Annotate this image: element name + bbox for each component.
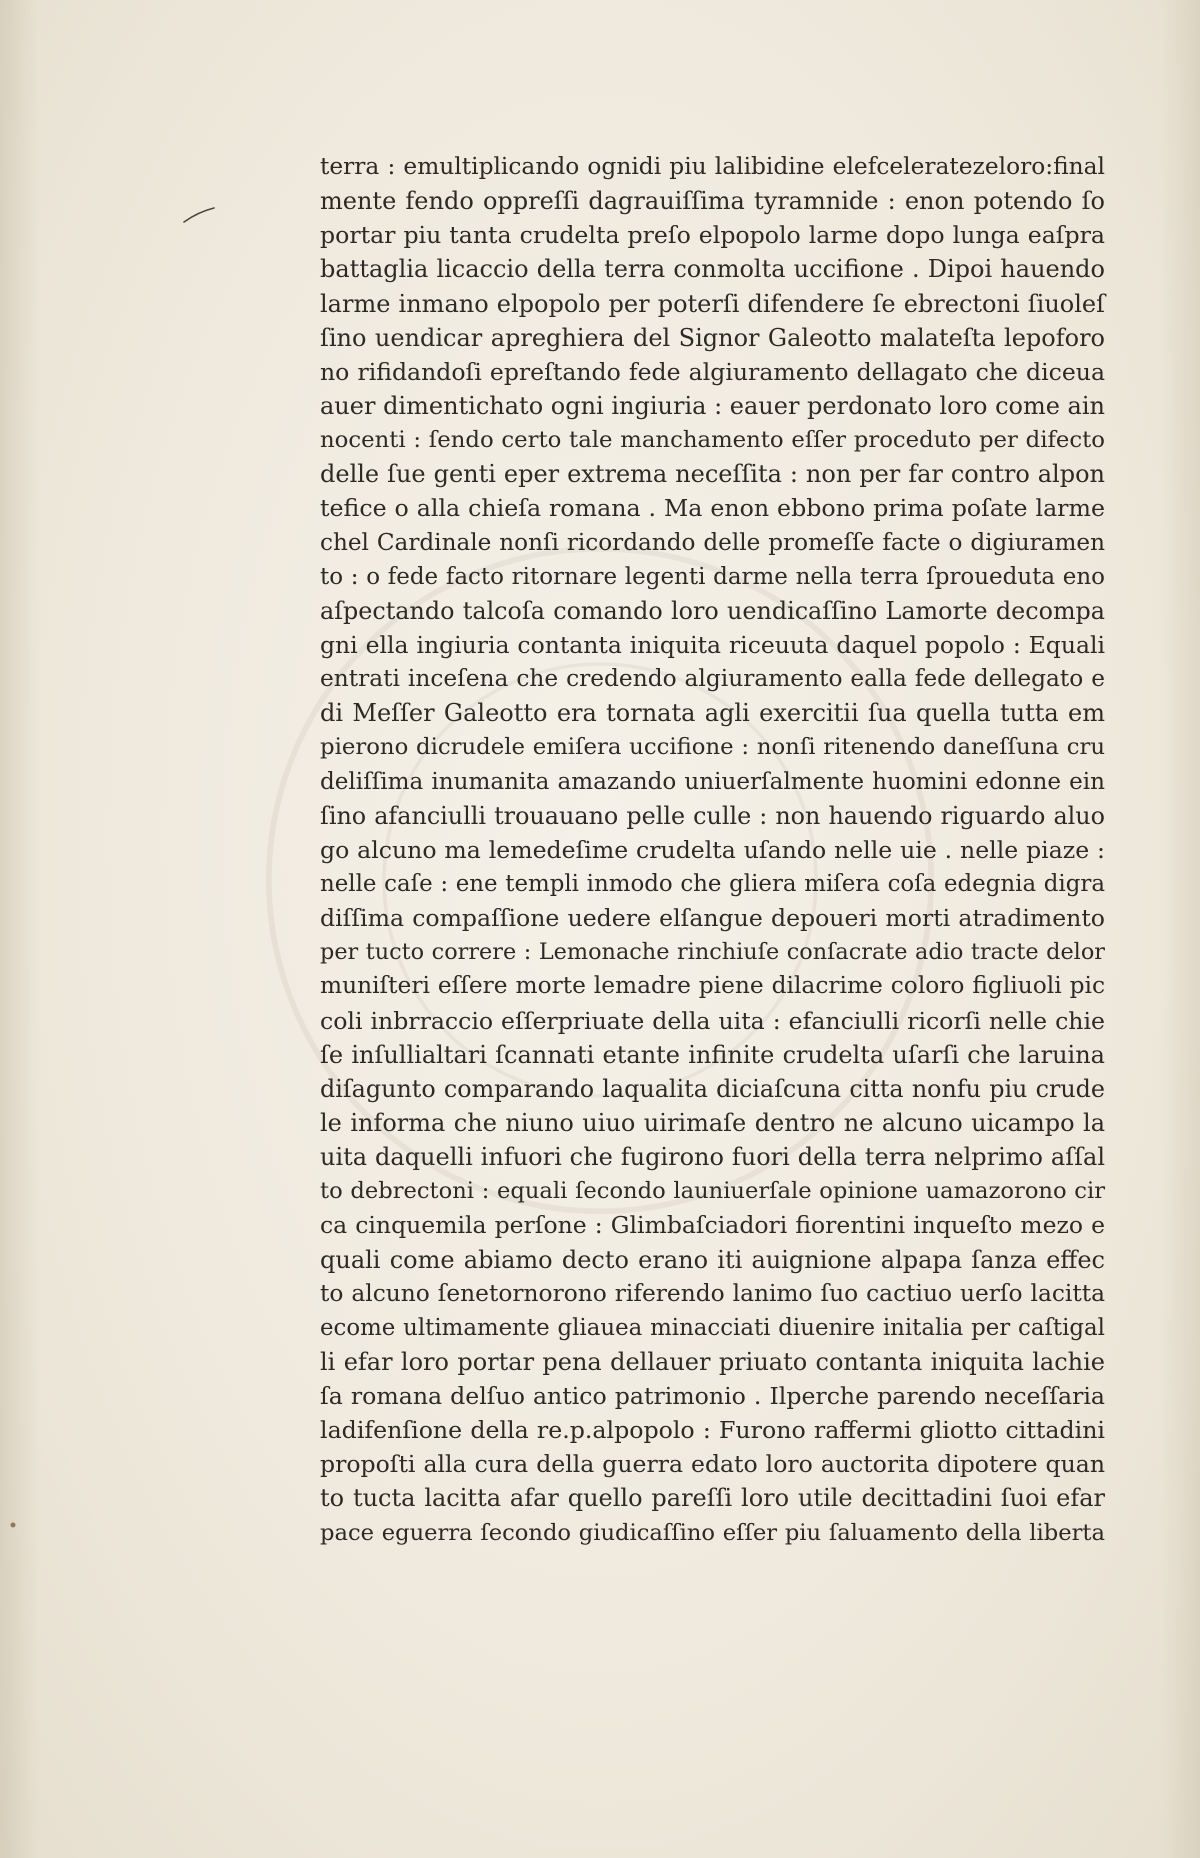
text-line: di Meſſer Galeotto era tornata agli exercitii ſua quella tutta em (320, 699, 1105, 728)
text-line: pace eguerra ſecondo giudicaſſino eſſer piu ſaluamento della liberta (320, 1519, 1105, 1546)
text-line: muniſteri eſſere morte lemadre piene dilacrime coloro figliuoli pic (320, 972, 1105, 1000)
text-line: larme inmano elpopolo per poterſi difendere ſe ebrectoni ſiuoleſ (320, 289, 1105, 318)
text-line: entrati inceſena che credendo algiuramento ealla fede dellegato e (320, 665, 1105, 693)
text-line: ecome ultimamente gliauea minacciati diuenire initalia per caſtigal (320, 1314, 1105, 1341)
text-line: deliſſima inumanita amazando uniuerſalmente huomini edonne ein (320, 768, 1105, 795)
text-line: ladifenſione della re.p.alpopolo : Furono raffermi gliotto cittadini (320, 1416, 1105, 1445)
text-line: nelle caſe : ene templi inmodo che gliera miſera coſa edegnia digra (320, 870, 1105, 897)
text-line: tefice o alla chieſa romana . Ma enon ebbono prima poſate larme (320, 494, 1105, 523)
text-line: ſino afanciulli trouauano pelle culle : non hauendo riguardo aluo (320, 801, 1105, 830)
text-line: go alcuno ma lemedeſime crudelta uſando nelle uie . nelle piaze : (320, 835, 1105, 864)
text-line: coli inbrraccio eſſerpriuate della uita : efanciulli ricorſi nelle chie (320, 1006, 1105, 1035)
text-line: mente fendo oppreſſi dagrauiſſima tyramnide : enon potendo ſo (320, 187, 1105, 216)
text-line: auer dimentichato ogni ingiuria : eauer perdonato loro come ain (320, 391, 1105, 420)
text-line: li efar loro portar pena dellauer priuato contanta iniquita lachie (320, 1347, 1105, 1376)
text-line: chel Cardinale nonſi ricordando delle promeſſe facte o digiuramen (320, 529, 1105, 556)
text-line: to alcuno ſenetornorono riferendo lanimo ſuo cactiuo uerſo lacitta (320, 1279, 1105, 1307)
text-line: aſpectando talcoſa comando loro uendicaſſino Lamorte decompa (320, 596, 1105, 625)
text-line: diſſima compaſſione uedere elſangue depoueri morti atradimento (320, 904, 1105, 933)
text-line: quali come abiamo decto erano iti auignione alpapa ſanza effec (320, 1245, 1105, 1274)
text-line: ſino uendicar apreghiera del Signor Galeotto malateſta lepoforo (320, 323, 1105, 352)
text-line: pierono dicrudele emiſera uccifione : nonſi ritenendo daneſſuna cru (320, 734, 1105, 761)
text-line: per tucto correre : Lemonache rinchiuſe conſacrate adio tracte delor (320, 939, 1105, 966)
text-line: uita daquelli infuori che fugirono fuori della terra nelprimo aſſal (320, 1143, 1105, 1172)
text-line: delle ſue genti eper extrema neceſſita : non per far contro alpon (320, 460, 1105, 489)
text-line: to debrectoni : equali ſecondo launiuerſale opinione uamazorono cir (320, 1178, 1105, 1205)
text-line: battaglia licaccio della terra conmolta uccifione . Dipoi hauendo (320, 255, 1105, 284)
text-line: ſe inſullialtari ſcannati etante infinite crudelta uſarſi che laruina (320, 1040, 1105, 1069)
text-line: to : o fede facto ritornare legenti darme nella terra ſproueduta eno (320, 563, 1105, 590)
text-line: to tucta lacitta afar quello pareſſi loro utile decittadini ſuoi efar (320, 1484, 1105, 1513)
text-line: ca cinquemila perſone : Glimbaſciadori fiorentini inqueſto mezo e (320, 1211, 1105, 1240)
ink-spot (8, 1520, 18, 1530)
text-line: portar piu tanta crudelta preſo elpopolo larme dopo lunga eaſpra (320, 221, 1105, 250)
text-block (320, 150, 1105, 1550)
text-line: no rifidandoſi epreſtando fede algiuramento dellagato che diceua (320, 357, 1105, 386)
page-edge-shadow-left (0, 0, 40, 1858)
text-line: nocenti : ſendo certo tale manchamento eſſer proceduto per difecto (320, 427, 1105, 454)
text-line: gni ella ingiuria contanta iniquita riceuuta daquel popolo : Equali (320, 630, 1105, 659)
text-line: propoſti alla cura della guerra edato loro auctorita dipotere quan (320, 1450, 1105, 1479)
ink-stroke-mark (180, 200, 220, 230)
text-line: diſagunto comparando laqualita diciaſcuna citta nonfu piu crude (320, 1074, 1105, 1103)
text-line: terra : emultiplicando ognidi piu lalibidine elefceleratezeloro:final (320, 153, 1105, 180)
text-line: le informa che niuno uiuo uirimaſe dentro ne alcuno uicampo la (320, 1108, 1105, 1137)
text-line: ſa romana delſuo antico patrimonio . Ilperche parendo neceſſaria (320, 1382, 1105, 1411)
page-edge-shadow-right (1160, 0, 1200, 1858)
